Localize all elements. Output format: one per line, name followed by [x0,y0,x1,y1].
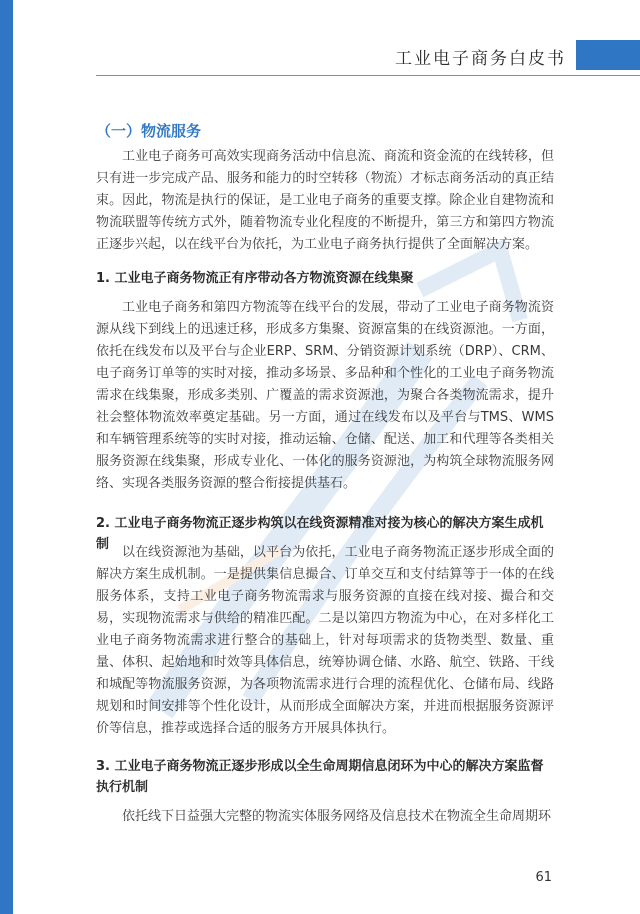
section-title: （一）物流服务 [96,122,202,140]
subheading-3: 3. 工业电子商务物流正逐步形成以全生命周期信息闭环为中心的解决方案监督执行机制 [96,759,544,795]
running-header-title: 工业电子商务白皮书 [395,49,566,69]
left-accent-bar [0,0,13,914]
paragraph-3: 依托线下日益强大完整的物流实体服务网络及信息技术在物流全生命周期环 [122,809,552,824]
header-divider [96,75,640,76]
header-accent-tab [576,40,640,70]
paragraph-2: 以在线资源池为基础，以平台为依托，工业电子商务物流正逐步形成全面的解决方案生成机制。一是提供集信息撮合、订单交互和支付结算等于一体的在线服务体系，支持工业电子商务物流需求与服务资源的直接在线对接、撮合和交易，实现物流需求与供给的精准匹配。二是以第四方物流为中心，在对多样化工业电子商务物流需求进行整合的基础上，针对每项需求的货物类型、数量、重量、体积、起始地和时效等具体信息，统筹协调仓储、水路、航空、铁路、干线和城配等物流服务资源，为各项物流需求进行合理的流程优化、仓储布局、线路规划和时间安排等个性化设计，从而形成全面解决方案，并进而根据服务资源评价等信息，推荐或选择合适的服务方开展具体执行。 [96,545,554,736]
paragraph-1: 工业电子商务和第四方物流等在线平台的发展，带动了工业电子商务物流资源从线下到线上的迅速迁移，形成多方集聚、资源富集的在线资源池。一方面，依托在线发布以及平台与企业ERP、SRM、分销资源计划系统（DRP）、CRM、电子商务订单等的实时对接，推动多场景、多品种和个性化的工业电子商务物流需求在线集聚，形成多类别、广覆盖的需求资源池，为聚合各类物流需求，提升社会整体物流效率奠定基础。另一方面，通过在线发布以及平台与TMS、WMS和车辆管理系统等的实时对接，推动运输、仓储、配送、加工和代理等各类相关服务资源在线集聚，形成专业化、一体化的服务资源池，为构筑全球物流服务网络、实现各类服务资源的整合衔接提供基石。 [96,300,554,491]
intro-paragraph: 工业电子商务可高效实现商务活动中信息流、商流和资金流的在线转移，但只有进一步完成产品、服务和能力的时空转移（物流）才标志商务活动的真正结束。因此，物流是执行的保证，是工业电子商务的重要支撑。除企业自建物流和物流联盟等传统方式外，随着物流专业化程度的不断提升，第三方和第四方物流正逐步兴起，以在线平台为依托，为工业电子商务执行提供了全面解决方案。 [96,149,554,252]
subheading-2: 2. 工业电子商务物流正逐步构筑以在线资源精准对接为核心的解决方案生成机制 [96,516,544,552]
page-number: 61 [535,870,552,885]
subheading-1: 1. 工业电子商务物流正有序带动各方物流资源在线集聚 [96,271,414,286]
